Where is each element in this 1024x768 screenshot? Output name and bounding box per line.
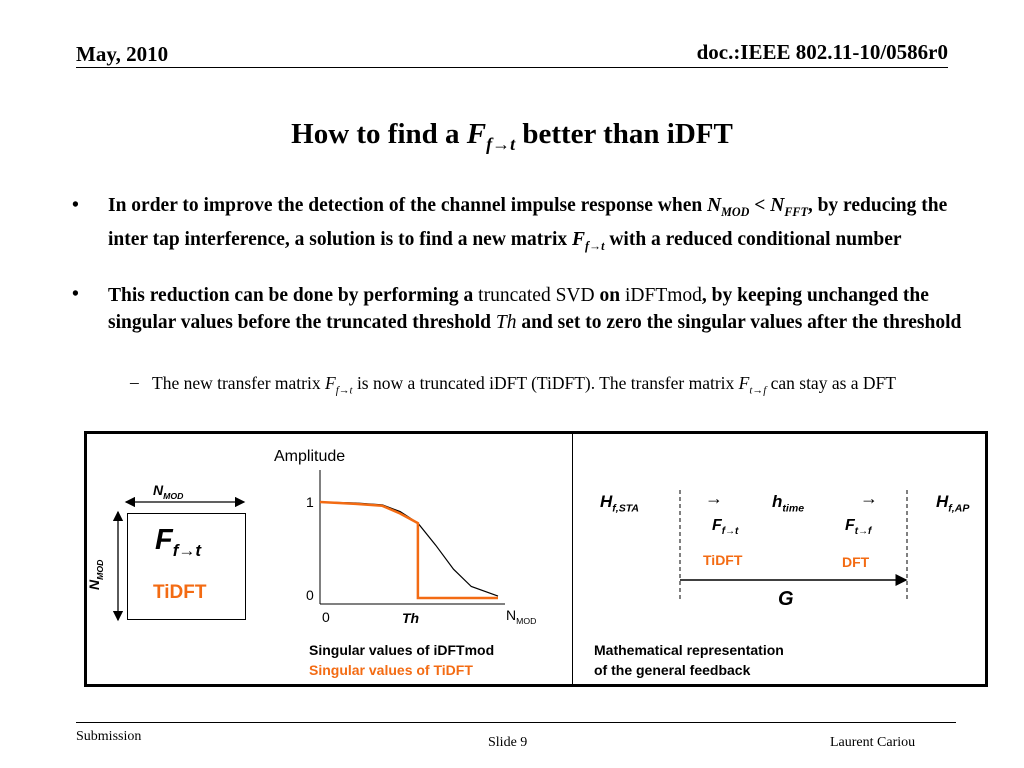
matrix-height-label: $N_{MOD}$ — [86, 559, 105, 590]
footer-author: Laurent Cariou — [830, 735, 916, 750]
matrix-label: TiDFT — [153, 582, 207, 603]
title-prefix: How to find a — [291, 118, 467, 150]
title-suffix: better than iDFT — [515, 118, 733, 150]
header-date: May, 2010 — [76, 42, 169, 66]
footer-slide-number: Slide 9 — [488, 735, 528, 750]
series-idftmod-line — [320, 502, 498, 596]
slide-title — [0, 118, 1024, 155]
title-F: F — [466, 118, 487, 150]
y-tick-0: 0 — [306, 587, 314, 603]
series-tidft-line — [320, 502, 498, 598]
sub-bullet: The new transfer matrix $F_{f\to t}$ is now a truncated iDFT (TiDFT). The transfer matrix $F_{t\to f}$ can stay as a DFT — [152, 373, 896, 397]
h-sta-label: $H_{f,STA}$ — [600, 492, 639, 515]
feedback-arrows — [670, 486, 920, 606]
caption-line-1: Mathematical representation — [594, 642, 784, 658]
matrix-F: $F_{f\to t}$ — [155, 524, 202, 560]
chart-ylabel: Amplitude — [274, 448, 346, 465]
f-ft-label: $F_{f\to t}$ — [712, 517, 739, 538]
figure-divider — [572, 434, 573, 684]
singular-values-chart — [310, 470, 510, 610]
tidft-label: TiDFT — [703, 552, 743, 568]
header-doc-id: doc.:IEEE 802.11-10/0586r0 — [696, 40, 948, 64]
bullet-2: This reduction can be done by performing a truncated SVD on iDFTmod, by keeping unchanged the singular values before the truncated threshold Th and set to zero the singular values after the threshold — [108, 285, 962, 333]
sub-bullet-marker: – — [130, 372, 139, 392]
y-tick-1: 1 — [306, 494, 314, 510]
title-sub: f→t — [486, 133, 516, 154]
x-tick-th: Th — [402, 610, 420, 626]
f-tf-label: $F_{t\to f}$ — [845, 517, 872, 538]
footer-left: Submission — [76, 729, 142, 744]
header-divider — [76, 67, 948, 68]
g-label: G — [778, 588, 794, 610]
dft-label: DFT — [842, 554, 870, 570]
arrow-2: → — [860, 488, 878, 508]
h-time-label: $h_{time}$ — [772, 492, 805, 515]
h-ap-label: $H_{f,AP}$ — [936, 492, 970, 515]
arrow-1: → — [705, 488, 723, 508]
x-tick-0: 0 — [322, 609, 330, 625]
legend-idftmod: Singular values of iDFTmod — [309, 642, 495, 658]
bullet-marker: • — [72, 195, 79, 216]
legend-tidft: Singular values of TiDFT — [309, 662, 473, 678]
x-end-label: $N_{MOD}$ — [506, 607, 537, 626]
caption-line-2: of the general feedback — [594, 662, 751, 678]
bullet-marker: • — [72, 284, 79, 305]
bullet-1: In order to improve the detection of the channel impulse response when $N_{MOD} < N_{FFT}$, by reducing the inter tap interference, a solution is to find a new matrix $F_{f\to t}$ with a reduced conditional number — [108, 195, 948, 253]
matrix-width-label: $N_{MOD}$ — [153, 482, 184, 501]
footer-divider — [76, 722, 956, 723]
